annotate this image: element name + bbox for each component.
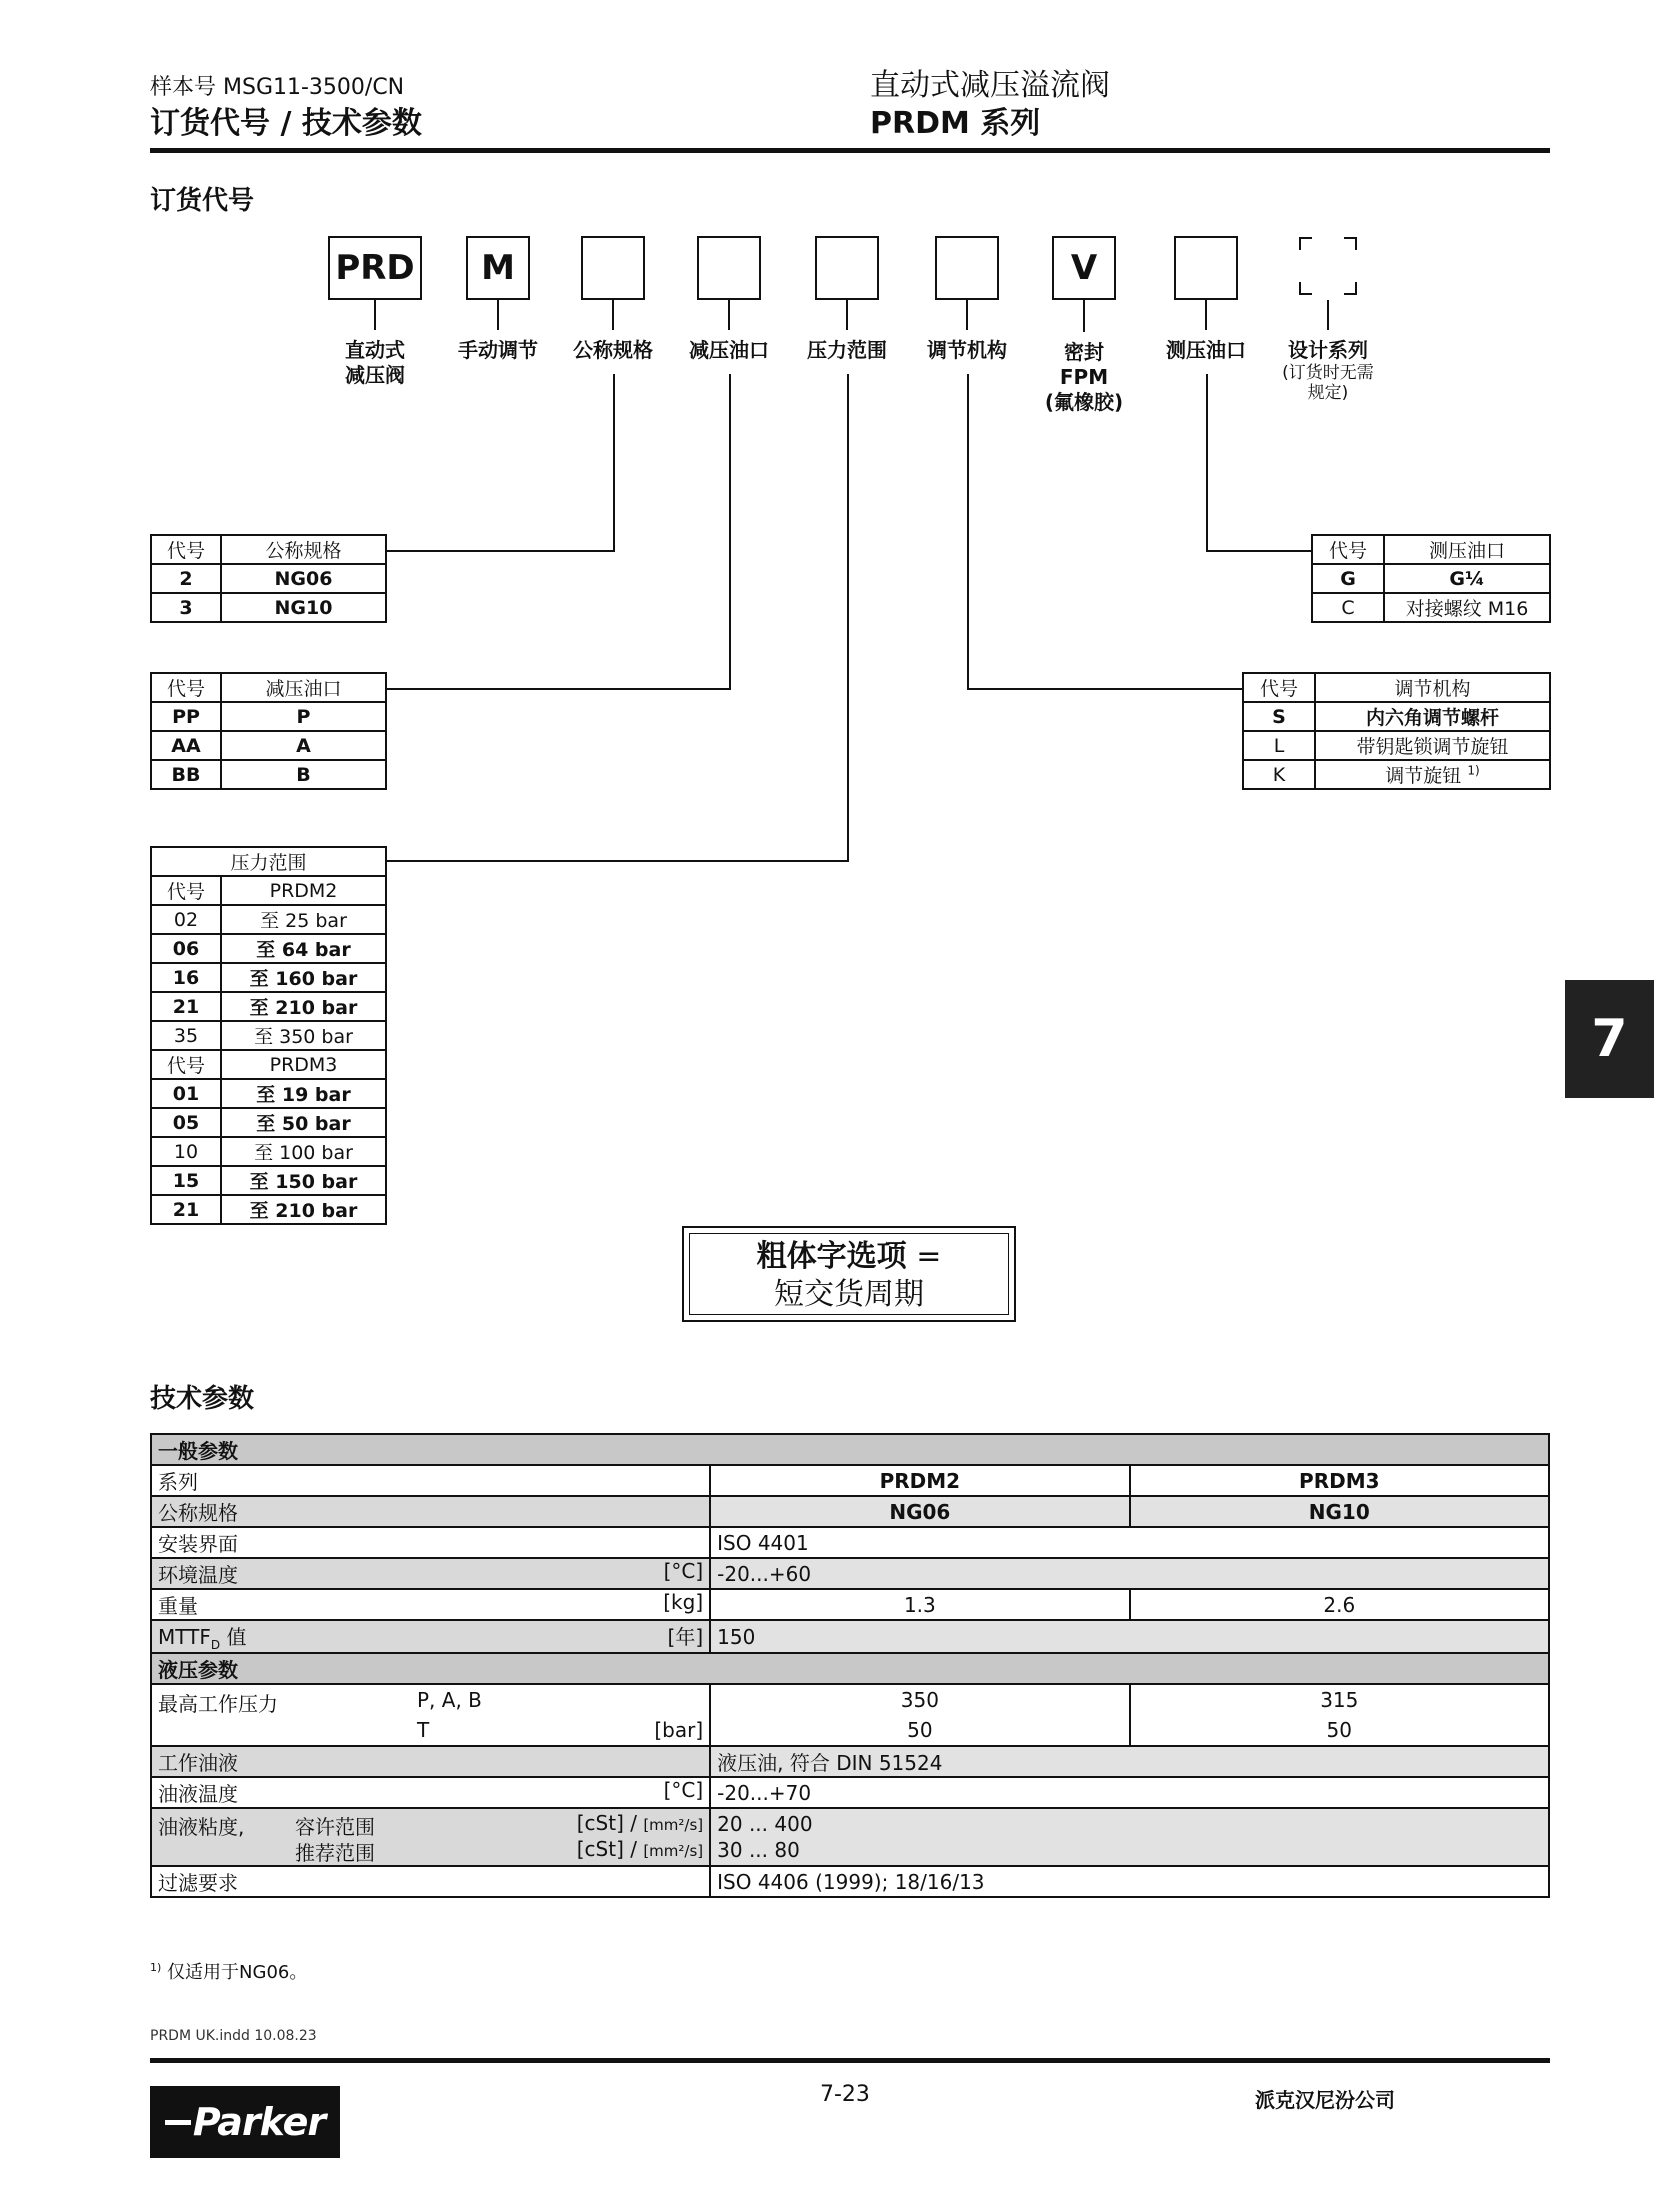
label-reduced-port: 减压油口 [689,338,769,362]
page-number: 7-23 [820,2082,870,2107]
chapter-tab: 7 [1565,980,1654,1098]
code-box-prd: PRD [328,236,422,300]
code-box-pressure [815,236,879,300]
series-title: PRDM 系列 [870,106,1041,141]
label-adjustment: 调节机构 [927,338,1007,362]
label-pressure-range: 压力范围 [807,338,887,362]
product-description: 直动式减压溢流阀 [870,68,1110,103]
code-box-size [581,236,645,300]
file-stamp: PRDM UK.indd 10.08.23 [150,2028,317,2044]
code-box-port [697,236,761,300]
adjustment-table: 代号 调节机构 S 内六角调节螺杆 L 带钥匙锁调节旋钮 K 调节旋钮 $^{1)}$ [1242,672,1551,790]
code-box-gauge [1174,236,1238,300]
tech-data-table: 一般参数 系列 PRDM2 PRDM3 公称规格 NG06 NG10 安装界面 ISO 4401 环境温度 [°C] -20...+60 重量 [kg] 1.3 2.6 $MTTF_D$ 值 [年] 150 液压参数 最高工作压力 P, A, B T [bar] 350 50 315 50 工作油液 液压油, 符合 DIN 51524 油液温度 [°C] -20...+70 油液粘度, 容许范围 推荐范围 [cSt] / [mm²/s] [cSt] / [mm²/s] 20 ... 400 30 ... 80 过滤要求 ISO 4406 (1999); 18/16/13 [150,1433,1550,1898]
label-design-series: 设计系列 (订货时无需 规定) [1282,338,1374,403]
page-title-left: 订货代号 / 技术参数 [150,106,422,141]
port-table: 代号 减压油口 PP P AA A BB B [150,672,387,790]
parker-logo: Parker [150,2086,340,2158]
sample-number: 样本号 MSG11-3500/CN [150,75,405,100]
company-name: 派克汉尼汾公司 [1255,2088,1395,2112]
ordering-heading: 订货代号 [150,186,255,216]
label-seal: 密封 FPM (氟橡胶) [1044,340,1124,414]
header-rule [150,148,1550,153]
label-direct-acting: 直动式 减压阀 [345,338,405,387]
short-delivery-note: 粗体字选项 = 短交货周期 [682,1226,1016,1322]
code-box-seal: V [1052,236,1116,300]
label-manual: 手动调节 [458,338,538,362]
footnote: $^{1)}$ 仅适用于NG06。 [150,1961,308,1983]
size-table: 代号 公称规格 2 NG06 3 NG10 [150,534,387,623]
code-box-adjust [935,236,999,300]
footer-rule [150,2058,1550,2063]
code-box-design-series [1298,236,1358,296]
label-gauge-port: 测压油口 [1166,338,1246,362]
pressure-range-table: 压力范围 代号 PRDM2 02 至 25 bar 06 至 64 bar 16 至 160 bar 21 至 210 bar 35 至 350 bar 代号 PRDM3 01 至 19 bar 05 至 50 bar 10 至 100 bar 15 至 150 bar 21 至 210 bar [150,846,387,1225]
code-box-m: M [466,236,530,300]
label-size: 公称规格 [573,338,653,362]
tech-heading: 技术参数 [150,1384,255,1414]
gauge-port-table: 代号 测压油口 G G¼ C 对接螺纹 M16 [1311,534,1551,623]
